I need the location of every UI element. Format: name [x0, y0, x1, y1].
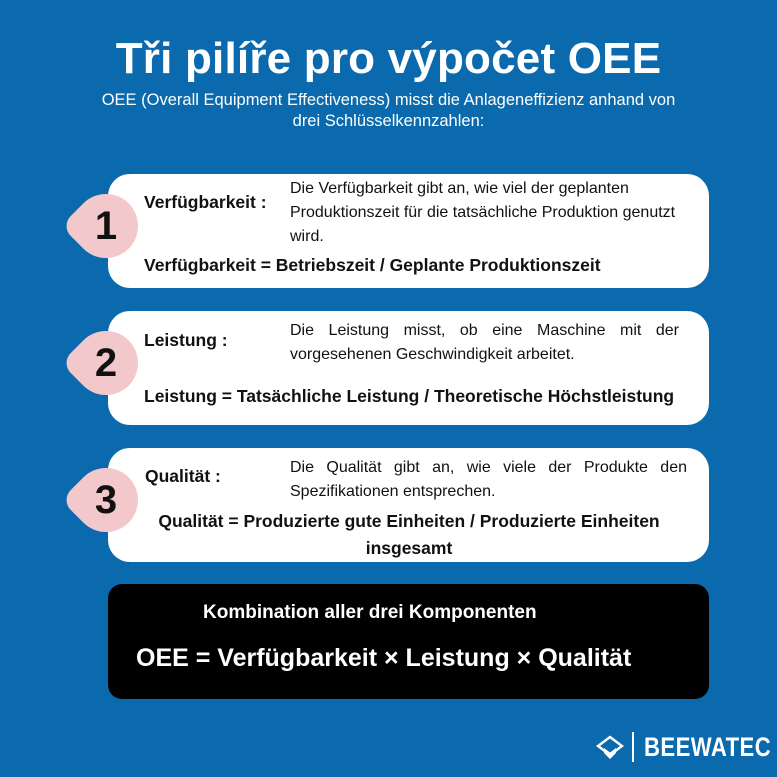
- combination-title: Kombination aller drei Komponenten: [203, 602, 537, 623]
- pillar-number: 2: [94, 340, 118, 385]
- page-subtitle: OEE (Overall Equipment Effectiveness) misst die Anlageneffizienz anhand von drei Schlüsselkennzahlen:: [101, 91, 676, 130]
- pillar-description: Die Qualität gibt an, wie viele der Produkte den Spezifikationen entsprechen.: [290, 459, 687, 500]
- pillar-label: Leistung :: [144, 330, 228, 350]
- pillar-number: 3: [94, 477, 118, 522]
- logo-separator: [632, 732, 634, 762]
- pillar-label: Qualität :: [145, 466, 221, 486]
- beewatec-logo-icon: [596, 734, 624, 762]
- pillar-formula: Verfügbarkeit = Betriebszeit / Geplante Produktionszeit: [144, 255, 601, 275]
- pillar-label: Verfügbarkeit :: [144, 192, 267, 212]
- brand-logo: [596, 730, 772, 766]
- pillar-card-quality: [108, 448, 709, 562]
- pillar-card-availability: [108, 174, 709, 288]
- pillar-card-performance: [108, 311, 709, 425]
- pillar-formula: Leistung = Tatsächliche Leistung / Theoretische Höchstleistung: [144, 386, 675, 406]
- page-title: Tři pilíře pro výpočet OEE: [115, 34, 662, 83]
- combination-box: [108, 584, 709, 699]
- pillar-formula: Qualität = Produzierte gute Einheiten / Produzierte Einheiten insgesamt: [158, 511, 660, 558]
- pillar-description: Die Leistung misst, ob eine Maschine mit der vorgesehenen Geschwindigkeit arbeitet.: [290, 322, 679, 363]
- combination-formula: OEE = Verfügbarkeit × Leistung × Qualität: [136, 644, 632, 672]
- pillar-description: Die Verfügbarkeit gibt an, wie viel der geplanten Produktionszeit für die tatsächliche Produktion genutzt wird.: [290, 180, 676, 245]
- pillar-number: 1: [94, 203, 118, 248]
- brand-name: BEEWATEC: [644, 732, 772, 762]
